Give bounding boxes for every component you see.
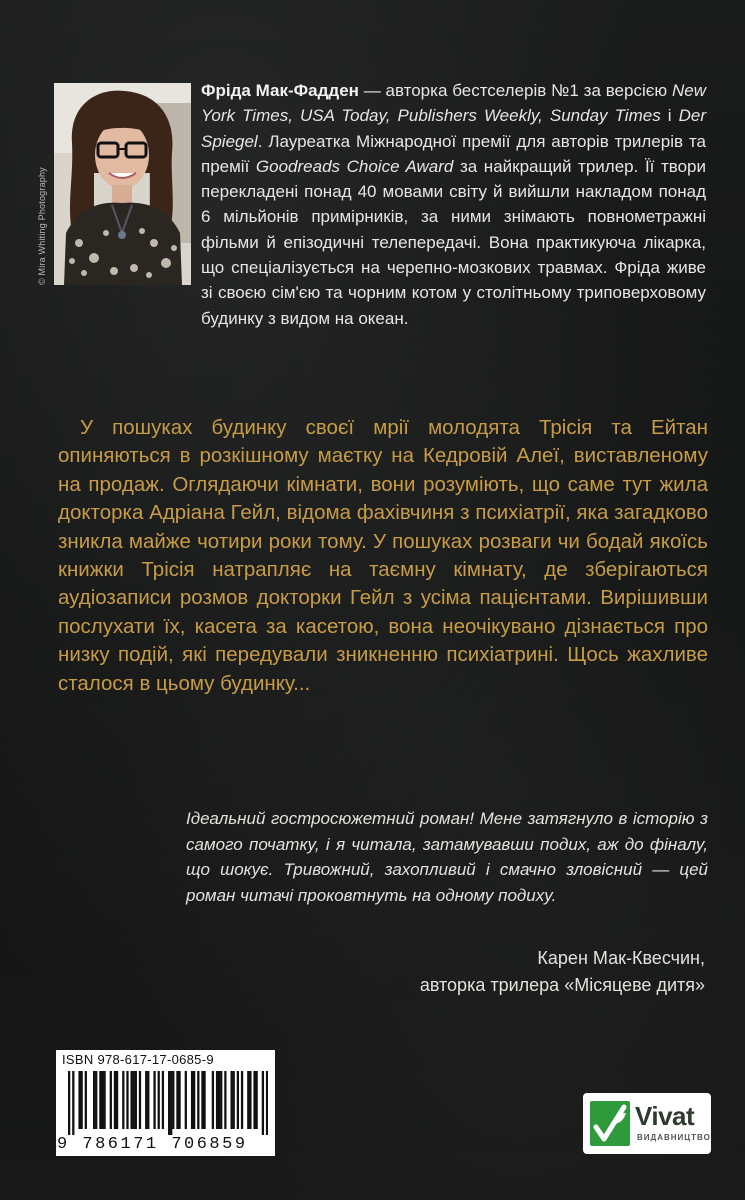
- barcode-bar: [224, 1071, 226, 1129]
- barcode-bar: [95, 1071, 97, 1129]
- barcode-bar: [131, 1071, 133, 1129]
- barcode-bars: [68, 1071, 268, 1135]
- barcode-bar: [241, 1071, 243, 1129]
- barcode-bar: [178, 1071, 180, 1129]
- barcode-bar: [145, 1071, 147, 1129]
- barcode-bar: [147, 1071, 149, 1129]
- barcode-bar: [256, 1071, 258, 1129]
- barcode-bar: [139, 1071, 141, 1129]
- bio-text-2: і: [660, 106, 679, 126]
- barcode-bar: [168, 1071, 170, 1135]
- barcode-bar: [162, 1071, 164, 1129]
- barcode-bar: [176, 1071, 178, 1129]
- barcode-bar: [172, 1071, 174, 1129]
- barcode-bar: [133, 1071, 135, 1129]
- author-bio: [201, 78, 706, 331]
- bio-text-1: — авторка бестселерів №1 за версією: [358, 81, 672, 100]
- barcode-bar: [203, 1071, 205, 1129]
- barcode-bar: [247, 1071, 249, 1129]
- barcode-bar: [135, 1071, 137, 1129]
- bio-text-3: . Лауреатка Міжнародної премії для авторів трилерів та премії: [201, 131, 706, 176]
- barcode-bar: [85, 1071, 87, 1129]
- barcode-bar: [72, 1071, 74, 1135]
- publisher-logo: [583, 1093, 711, 1154]
- barcode-bar: [116, 1071, 118, 1129]
- author-name: Фріда Мак-Фадден: [201, 81, 359, 100]
- barcode-bar: [220, 1071, 222, 1129]
- barcode-bar: [197, 1071, 199, 1129]
- barcode-bar: [191, 1071, 193, 1129]
- photo-credit: © Mira Whiting Photography: [37, 167, 47, 285]
- isbn-barcode: [56, 1050, 275, 1156]
- publisher-name: Vivat: [635, 1101, 695, 1131]
- barcode-bar: [262, 1071, 264, 1135]
- barcode-bar: [99, 1071, 101, 1129]
- bio-text-4: за найкращий трилер. Її твори перекладені понад 40 мовами світу й вийшли накладом понад 6 мільйонів примірників, за ними знімають повнометражні фільми й епізодичні телепередачі. Вона практикуюча лікарка, що спеціалізується на черепно-мозкових травмах. Фріда живе зі своєю сім'єю та чорним котом у столітньому триповерховому будинку з видом на океан.: [201, 156, 707, 328]
- barcode-bar: [185, 1071, 187, 1129]
- barcode-bar: [101, 1071, 103, 1129]
- barcode-bar: [122, 1071, 124, 1129]
- bio-award: Goodreads Choice Award: [255, 156, 454, 176]
- barcode-bar: [68, 1071, 70, 1135]
- publisher-subtitle: ВИДАВНИЦТВО: [637, 1133, 711, 1142]
- quote-attribution: [245, 945, 705, 999]
- book-synopsis: У пошуках будинку своєї мрії молодята Трісія та Ейтан опиняються в розкішному маєтку на Кедровій Алеї, виставленому на продаж. Оглядаючи кімнати, вони розуміють, що саме тут жила докторка Адріана Гейл, відома фахівчиня з психіатрії, яка загадково зникла майже чотири роки тому. У пошуках розваги чи бодай якоїсь книжки Трісія натрапляє на таємну кімнату, де зберігаються аудіозаписи розмов докторки Гейл з усіма пацієнтами. Вирішивши послухати їх, касета за касетою, вона неочікувано дізнається про низку подій, які передували зникненню психіатрині. Щось жахливе сталося в цьому будинку...: [58, 416, 708, 695]
- barcode-bar: [266, 1071, 268, 1135]
- quote-author: Карен Мак-Квесчин,: [537, 948, 705, 968]
- barcode-bar: [216, 1071, 218, 1129]
- barcode-bar: [237, 1071, 239, 1129]
- barcode-bar: [212, 1071, 214, 1129]
- barcode-bar: [218, 1071, 220, 1129]
- barcode-bar: [253, 1071, 255, 1129]
- vivat-leaf-icon: [590, 1101, 630, 1146]
- barcode-bar: [103, 1071, 105, 1129]
- barcode-bar: [231, 1071, 233, 1129]
- barcode-bar: [126, 1071, 128, 1129]
- barcode-bar: [249, 1071, 251, 1129]
- barcode-bar: [110, 1071, 112, 1129]
- barcode-bar: [78, 1071, 80, 1129]
- barcode-bar: [158, 1071, 160, 1129]
- review-quote: Ідеальний гостросюжетний роман! Мене затягнуло в історію з самого початку, і я читала, затамувавши подих, аж до фіналу, що шокує. Тривожний, захопливий і смачно зловісний — цей роман читачі проковтнуть на одному подиху.: [186, 809, 708, 905]
- author-photo: [54, 83, 191, 285]
- barcode-bar: [193, 1071, 195, 1129]
- barcode-bar: [81, 1071, 83, 1129]
- barcode-bar: [114, 1071, 116, 1129]
- isbn-label: ISBN 978-617-17-0685-9: [62, 1052, 214, 1067]
- bio-der-spiegel: Der Spiegel: [201, 106, 706, 151]
- barcode-bar: [233, 1071, 235, 1129]
- barcode-bar: [201, 1071, 203, 1129]
- barcode-bar: [93, 1071, 95, 1129]
- barcode-bar: [153, 1071, 155, 1129]
- barcode-bar: [170, 1071, 172, 1135]
- quote-author-role: авторка трилера «Місяцеве дитя»: [419, 975, 705, 995]
- bio-publications: New York Times, USA Today, Publishers Weekly, Sunday Times: [201, 81, 706, 126]
- barcode-digits: 9 786171 706859: [57, 1135, 248, 1154]
